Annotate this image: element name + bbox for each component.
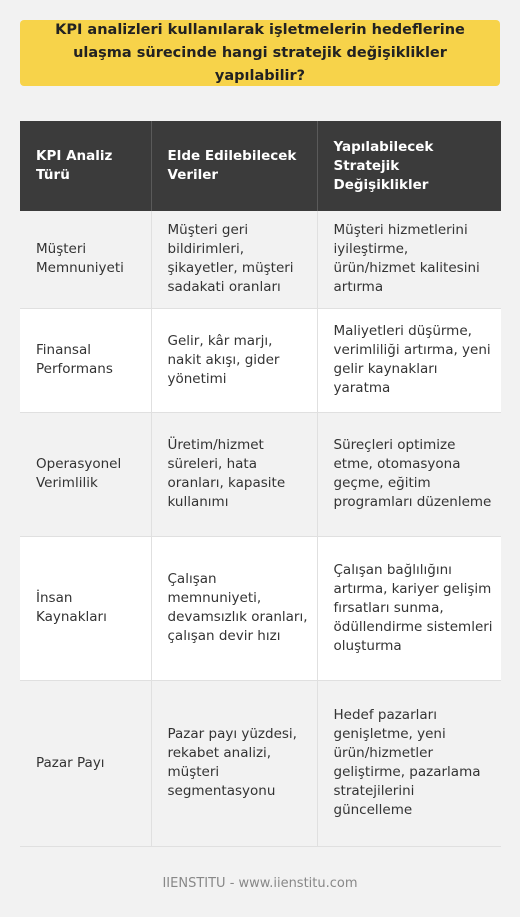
table-row [20,536,501,680]
table-row [20,412,501,536]
page-title: KPI analizleri kullanılarak işletmelerin hedeflerine ulaşma sürecinde hangi stratejik değişiklikler yapılabilir? [55,21,465,84]
title-banner [20,20,500,86]
cell-changes: Müşteri hizmetlerini iyileştirme, ürün/hizmet kalitesini artırma [317,211,501,308]
cell-kpi-type: Pazar Payı [20,680,151,846]
cell-changes: Süreçleri optimize etme, otomasyona geçme, eğitim programları düzenleme [317,412,501,536]
cell-kpi-type: İnsan Kaynakları [20,536,151,680]
cell-changes: Maliyetleri düşürme, verimliliği artırma, yeni gelir kaynakları yaratma [317,308,501,412]
cell-data: Müşteri geri bildirimleri, şikayetler, müşteri sadakati oranları [151,211,317,308]
cell-kpi-type: Operasyonel Verimlilik [20,412,151,536]
table-row [20,211,501,308]
kpi-table [20,121,501,847]
cell-kpi-type: Finansal Performans [20,308,151,412]
cell-data: Üretim/hizmet süreleri, hata oranları, kapasite kullanımı [151,412,317,536]
cell-changes: Hedef pazarları genişletme, yeni ürün/hizmetler geliştirme, pazarlama stratejilerini güncelleme [317,680,501,846]
cell-kpi-type: Müşteri Memnuniyeti [20,211,151,308]
table-row [20,308,501,412]
cell-data: Pazar payı yüzdesi, rekabet analizi, müşteri segmentasyonu [151,680,317,846]
header-obtainable-data: Elde Edilebilecek Veriler [151,121,317,211]
header-strategic-changes: Yapılabilecek Stratejik Değişiklikler [317,121,501,211]
cell-data: Çalışan memnuniyeti, devamsızlık oranları, çalışan devir hızı [151,536,317,680]
cell-data: Gelir, kâr marjı, nakit akışı, gider yönetimi [151,308,317,412]
footer-credit: IIENSTITU - www.iienstitu.com [162,876,358,891]
header-kpi-type: KPI Analiz Türü [20,121,151,211]
table-row [20,680,501,846]
table-header-row [20,121,501,211]
cell-changes: Çalışan bağlılığını artırma, kariyer gelişim fırsatları sunma, ödüllendirme sistemleri oluşturma [317,536,501,680]
